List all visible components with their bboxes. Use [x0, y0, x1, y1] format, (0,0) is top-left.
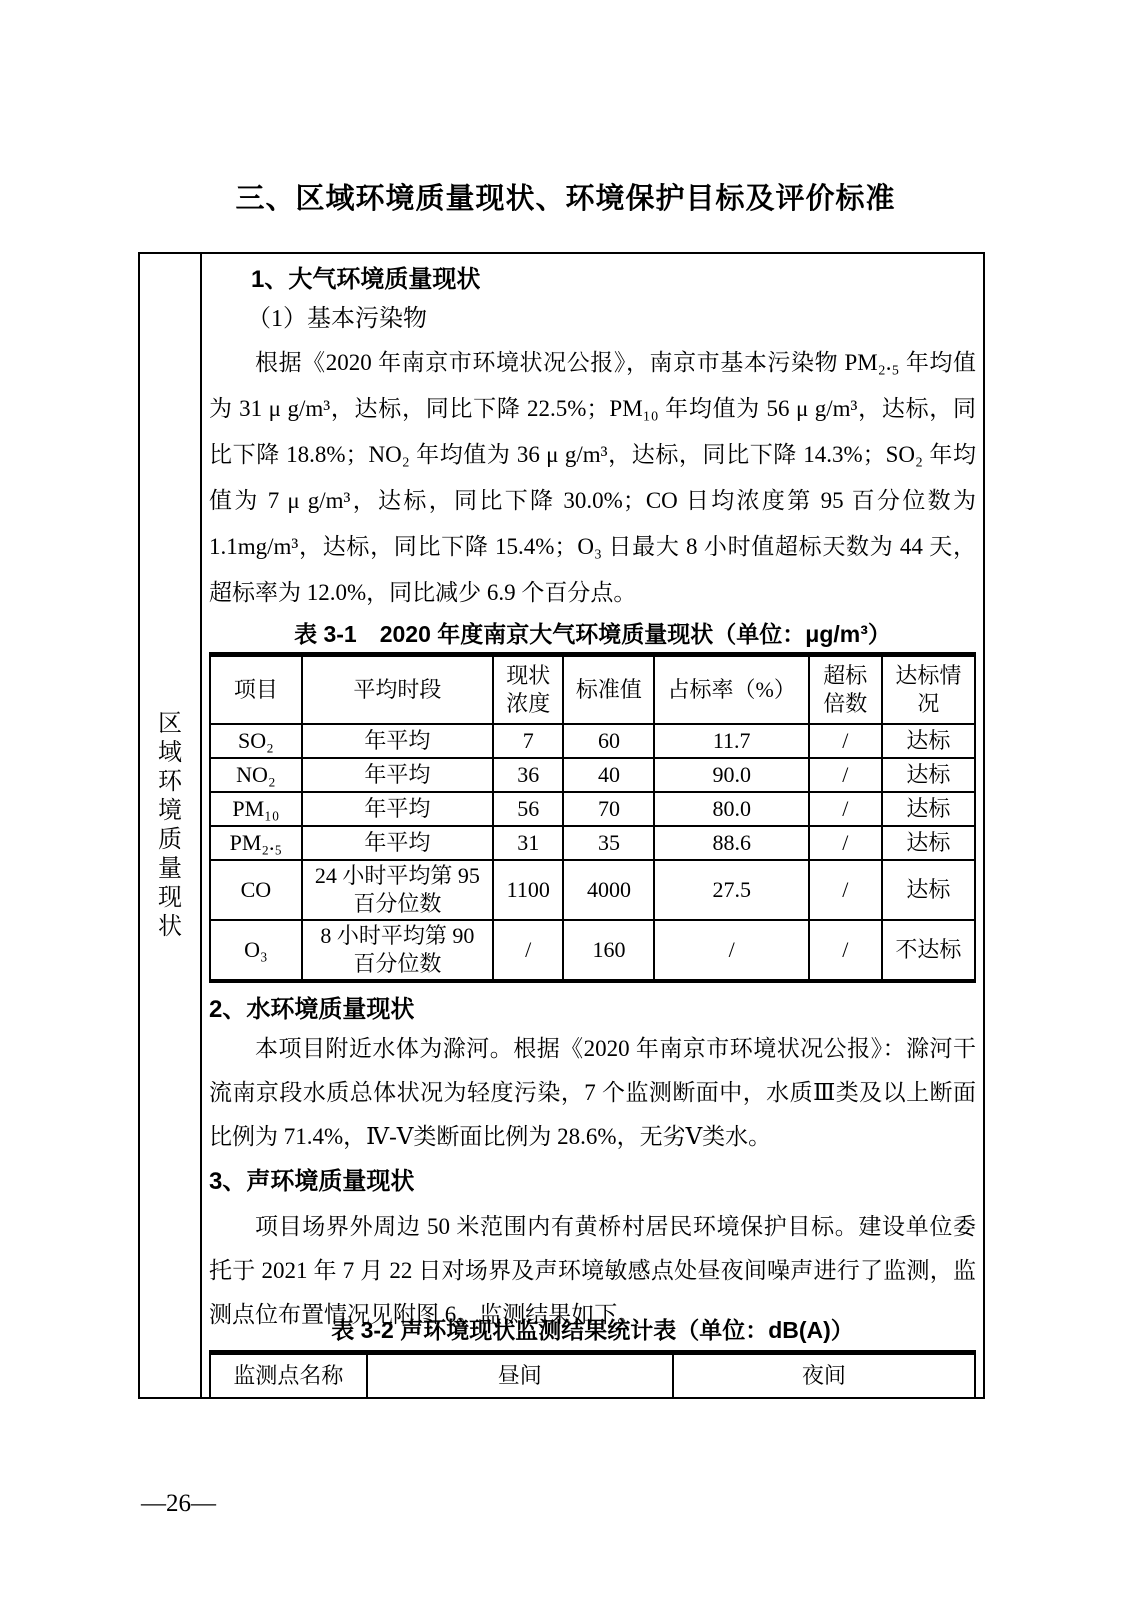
header-cell: 项目 — [210, 655, 302, 725]
sidebar-vertical-label: 区域环境质量现状 — [158, 710, 182, 940]
page-number: —26— — [141, 1490, 216, 1517]
table-cell: PM₁₀ — [210, 792, 302, 826]
table-row — [210, 826, 975, 860]
table-cell: 年平均 — [302, 826, 493, 860]
table-cell: / — [809, 860, 882, 920]
table-cell: 11.7 — [654, 724, 809, 758]
table-cell: / — [809, 758, 882, 792]
table-header-row — [210, 655, 975, 725]
table-row — [210, 792, 975, 826]
table-cell: 24 小时平均第 95 百分位数 — [302, 860, 493, 920]
table-cell: / — [809, 826, 882, 860]
air-quality-table — [209, 652, 976, 983]
air-table-caption: 表 3-1 2020 年度南京大气环境质量现状（单位：μg/m³） — [294, 621, 891, 647]
header-cell: 平均时段 — [302, 655, 493, 725]
table-cell: 达标 — [882, 758, 975, 792]
noise-table-block — [209, 1314, 976, 1397]
table-cell: 7 — [493, 724, 563, 758]
section-water-heading: 2、水环境质量现状 — [209, 996, 415, 1023]
content-cell — [202, 254, 983, 1397]
table-cell: 80.0 — [654, 792, 809, 826]
sidebar-cell — [140, 254, 202, 1397]
header-cell: 占标率（%） — [654, 655, 809, 725]
table-cell: SO₂ — [210, 724, 302, 758]
table-cell: / — [493, 920, 563, 981]
section-air-paragraph: 根据《2020 年南京市环境状况公报》，南京市基本污染物 PM₂.₅ 年均值为 31 μ g/m³，达标，同比下降 22.5%；PM₁₀ 年均值为 56 μ g/m³，达标，同比下降 18.8%；NO₂ 年均值为 36 μ g/m³，达标，同比下降 14.3%；SO₂ 年均值为 7 μ g/m³，达标，同比下降 30.0%；CO 日均浓度第 95 百分位数为 1.1mg/m³，达标，同比下降 15.4%；O₃ 日最大 8 小时值超标天数为 44 天，超标率为 12.0%，同比减少 6.9 个百分点。 — [209, 350, 976, 605]
table-cell: 90.0 — [654, 758, 809, 792]
section-water-paragraph: 本项目附近水体为滁河。根据《2020 年南京市环境状况公报》：滁河干流南京段水质总体状况为轻度污染，7 个监测断面中，水质Ⅲ类及以上断面比例为 71.4%，Ⅳ-Ⅴ类断面比例为 28.6%，无劣Ⅴ类水。 — [209, 1036, 976, 1149]
table-cell: 4000 — [563, 860, 654, 920]
noise-table — [209, 1350, 976, 1397]
table-cell: 达标 — [882, 860, 975, 920]
table-cell: 88.6 — [654, 826, 809, 860]
table-cell: 达标 — [882, 826, 975, 860]
table-cell: CO — [210, 860, 302, 920]
table-cell: 27.5 — [654, 860, 809, 920]
table-header-row — [210, 1353, 975, 1398]
table-cell: / — [809, 792, 882, 826]
table-cell: 40 — [563, 758, 654, 792]
table-cell: 年平均 — [302, 724, 493, 758]
table-row — [210, 860, 975, 920]
section-noise-paragraph: 项目场界外周边 50 米范围内有黄桥村居民环境保护目标。建设单位委托于 2021 年 7 月 22 日对场界及声环境敏感点处昼夜间噪声进行了监测，监测点位布置情况见附图 6。监测结果如下。 — [209, 1214, 976, 1327]
table-cell: 31 — [493, 826, 563, 860]
table-cell: 1100 — [493, 860, 563, 920]
table-cell: 不达标 — [882, 920, 975, 981]
table-cell: 160 — [563, 920, 654, 981]
header-cell: 达标情况 — [882, 655, 975, 725]
table-cell: 70 — [563, 792, 654, 826]
table-cell: 8 小时平均第 90 百分位数 — [302, 920, 493, 981]
table-cell: PM₂.₅ — [210, 826, 302, 860]
table-cell: 35 — [563, 826, 654, 860]
section-air-heading: 1、大气环境质量现状 — [251, 266, 481, 293]
page-title: 三、区域环境质量现状、环境保护目标及评价标准 — [235, 183, 896, 215]
header-cell: 标准值 — [563, 655, 654, 725]
header-cell: 超标倍数 — [809, 655, 882, 725]
noise-table-caption: 表 3-2 声环境现状监测结果统计表（单位：dB(A)） — [331, 1317, 854, 1343]
section-air-subheading: （1）基本污染物 — [247, 306, 427, 332]
table-cell: 36 — [493, 758, 563, 792]
table-cell: / — [809, 724, 882, 758]
table-cell: NO₂ — [210, 758, 302, 792]
table-cell: 达标 — [882, 724, 975, 758]
table-cell: / — [809, 920, 882, 981]
header-cell: 夜间 — [673, 1353, 975, 1398]
table-row — [210, 758, 975, 792]
section-noise-heading: 3、声环境质量现状 — [209, 1168, 415, 1195]
header-cell: 监测点名称 — [210, 1353, 367, 1398]
table-cell: O₃ — [210, 920, 302, 981]
table-row — [210, 724, 975, 758]
table-cell: 年平均 — [302, 792, 493, 826]
document-frame — [138, 252, 985, 1399]
table-cell: / — [654, 920, 809, 981]
table-cell: 56 — [493, 792, 563, 826]
table-cell: 60 — [563, 724, 654, 758]
table-row — [210, 920, 975, 981]
header-cell: 昼间 — [367, 1353, 673, 1398]
header-cell: 现状浓度 — [493, 655, 563, 725]
table-cell: 达标 — [882, 792, 975, 826]
table-cell: 年平均 — [302, 758, 493, 792]
